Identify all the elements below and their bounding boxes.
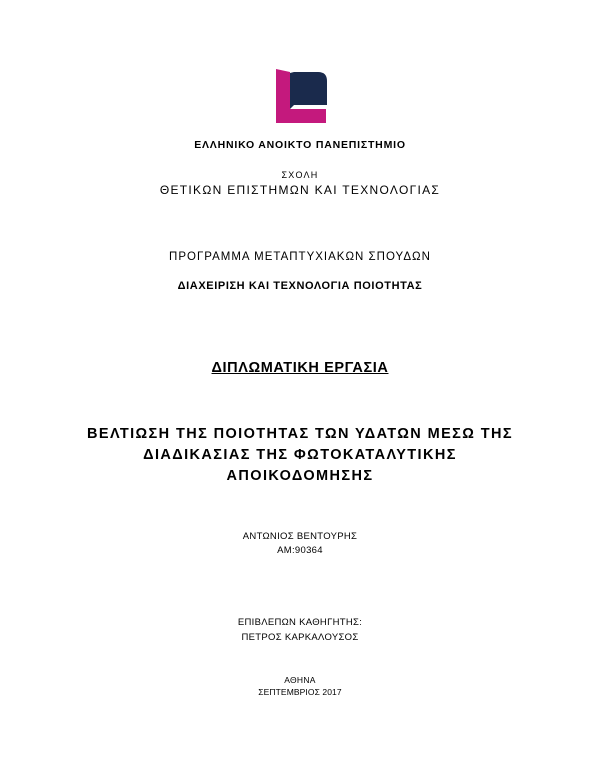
author-am: ΑΜ:90364 [277,545,323,556]
thesis-title-line-2: ΔΙΑΔΙΚΑΣΙΑΣ ΤΗΣ ΦΩΤΟΚΑΤΑΛΥΤΙΚΗΣ [143,447,457,463]
program-name: ΔΙΑΧΕΙΡΙΣΗ ΚΑΙ ΤΕΧΝΟΛΟΓΙΑ ΠΟΙΟΤΗΤΑΣ [177,280,423,292]
author-name: ΑΝΤΩΝΙΟΣ ΒΕΝΤΟΥΡΗΣ [242,531,358,542]
supervisor-name: ΠΕΤΡΟΣ ΚΑΡΚΑΛΟΥΣΟΣ [241,632,359,643]
date: ΣΕΠΤΕΜΒΡΙΟΣ 2017 [258,687,342,697]
city: ΑΘΗΝΑ [284,675,316,685]
program-label: ΠΡΟΓΡΑΜΜΑ ΜΕΤΑΠΤΥΧΙΑΚΩΝ ΣΠΟΥΔΩΝ [169,251,431,263]
thesis-label: ΔΙΠΛΩΜΑΤΙΚΗ ΕΡΓΑΣΙΑ [211,360,389,376]
logo-navy-shape [294,72,327,105]
supervisor-label: ΕΠΙΒΛΕΠΩΝ ΚΑΘΗΓΗΤΗΣ: [237,617,363,628]
thesis-title [0,424,600,487]
thesis-title-line-1: ΒΕΛΤΙΩΣΗ ΤΗΣ ΠΟΙΟΤΗΤΑΣ ΤΩΝ ΥΔΑΤΩΝ ΜΕΣΩ ΤΗΣ [87,426,513,442]
thesis-title-line-3: ΑΠΟΙΚΟΔΟΜΗΣΗΣ [226,468,374,484]
logo-navy-edge [290,72,294,109]
school-label: ΣΧΟΛΗ [281,170,319,180]
university-name: ΕΛΛΗΝΙΚΟ ΑΝΟΙΚΤΟ ΠΑΝΕΠΙΣΤΗΜΙΟ [194,139,406,151]
hou-logo-icon [274,68,328,124]
school-name: ΘΕΤΙΚΩΝ ΕΠΙΣΤΗΜΩΝ ΚΑΙ ΤΕΧΝΟΛΟΓΙΑΣ [159,183,441,197]
